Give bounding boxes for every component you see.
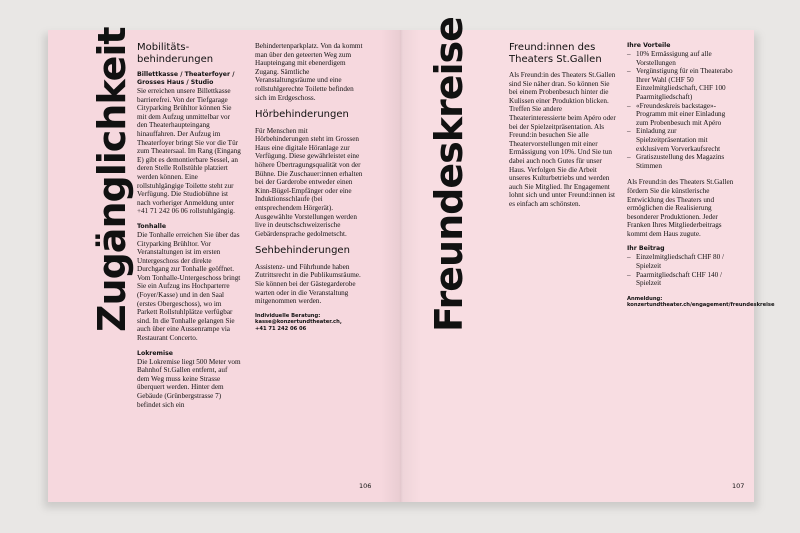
book-spread — [48, 17, 775, 502]
para-lokremise: Die Lokremise liegt 500 Meter vom Bahnhof St.Gallen entfernt, auf dem Weg muss keine Strasse überquert werden. Hinter dem Gebäude (Grünbergstrasse 7) befindet sich ein — [137, 357, 241, 409]
sub-tonhalle: Tonhalle — [137, 222, 167, 230]
sub-lokremise: Lokremise — [137, 349, 174, 357]
list-item: – Paarmitgliedschaft CHF 140 / Spielzeit — [627, 271, 735, 288]
contact-phone: +41 71 242 06 06 — [255, 325, 307, 332]
list-item: – Vergünstigung für ein Theaterabo Ihrer Wahl (CHF 50 Einzelmitgliedschaft, CHF 100 Paarmitgliedschaft) — [627, 67, 735, 101]
heading-friends: Freund:innen des Theaters St.Gallen — [509, 42, 602, 65]
heading-mobility: Mobilitäts-behinderungen — [137, 42, 214, 65]
heading-vision: Sehbehinderungen — [255, 245, 350, 257]
para-friends: Als Freund:in des Theaters St.Gallen sind Sie näher dran. So können Sie bei einem Probenbesuch hinter die Kulissen einer Produktion blicken. Treffen Sie andere Theaterinteressierte beim Apéro oder bei der Spielzeitpräsentation. Als Freund:in besuchen Sie alle Theatervorstellungen mit einer Ermässigung von 10%. Und Sie tun dabei auch noch Gutes für unser Haus. Verfolgen Sie die Arbeit unseres Kulturbetriebs und werden auch Sie Mitglied. Ihr Engagement lohnt sich und unter Freund:innen ist es einfach am schönsten. — [509, 71, 616, 208]
list-item: – «Freundeskreis backstage»-Programm mit einer Einladung zum Probenbesuch mit Apéro — [627, 102, 735, 128]
signup-url: konzertundtheater.ch/engagement/freundeskreise — [627, 302, 775, 309]
sub-contribution: Ihr Beitrag — [627, 245, 665, 253]
right-column-1 — [509, 42, 619, 216]
contact-label: Individuelle Beratung: — [255, 312, 321, 319]
signup-label: Anmeldung: — [627, 295, 663, 302]
list-item: – 10% Ermässigung auf alle Vorstellungen — [627, 50, 735, 67]
right-column-2 — [627, 42, 775, 309]
list-item: – Einzelmitgliedschaft CHF 80 / Spielzeit — [627, 253, 735, 270]
left-column-1 — [137, 42, 241, 416]
vertical-title-left: Zugänglichkeit — [90, 27, 134, 332]
para-vision: Assistenz- und Führhunde haben Zutrittsrecht in die Publikumsräume. Sie können bei der Gästegarderobe warten oder in die Veranstaltung mitgenommen werden. — [255, 262, 361, 306]
page-number-right: 107 — [732, 482, 745, 490]
page-left — [48, 27, 401, 502]
para-billettkasse: Sie erreichen unsere Billettkasse barrierefrei. Von der Tiefgarage Cityparking Brühltor können Sie mit dem Aufzug unmittelbar vor den Theaterhaupteingang hinauffahren. Der Aufzug im Theaterfoyer bringt Sie vor die Tür zum Theatersaal. Im Rang (Eingang E) gibt es demontierbare Sessel, an deren Stelle Rollstühle platziert werden können. Eine rollstuhlgängige Toilette steht zur Verfügung. Die Studiobühne ist nach vorheriger Anmeldung unter +41 71 242 06 06 rollstuhlgängig. — [137, 87, 241, 216]
para-support: Als Freund:in des Theaters St.Gallen fördern Sie die künstlerische Entwicklung des Theaters und ermöglichen die Realisierung besonderer Produktionen. Jeder Franken Ihres Mitgliederbeitrags kommt dem Haus zugute. — [627, 178, 734, 238]
contact-email: kasse@konzertundtheater.ch, — [255, 319, 342, 326]
left-column-2 — [255, 42, 363, 332]
fees-list — [627, 253, 735, 287]
vertical-title-right: Freundeskreise — [427, 17, 471, 332]
para-parking: Behindertenparkplatz. Von da kommt man über den geteerten Weg zum Haupteingang mit ebenerdigem Zugang. Sämtliche Veranstaltungsräume und eine rollstuhlgerechte Toilette befinden sich im Erdgeschoss. — [255, 42, 363, 102]
para-tonhalle: Die Tonhalle erreichen Sie über das Cityparking Brühltor. Vor Veranstaltungen ist im ersten Untergeschoss der direkte Durchgang zur Tonhalle geöffnet. Vom Tonhalle-Untergeschoss bringt Sie ein Aufzug ins Hochparterre (Foyer/Kasse) und in den Saal (erstes Obergeschoss), wo im Parkett Rollstuhlplätze verfügbar sind. In die Tonhalle gelangen Sie auch über eine Aussenrampe via Restaurant Concerto. — [137, 230, 241, 343]
page-right — [401, 17, 775, 502]
sub-billettkasse: Billettkasse / Theaterfoyer / Grosses Haus / Studio — [137, 71, 235, 86]
sub-advantages: Ihre Vorteile — [627, 42, 671, 49]
page-number-left: 106 — [359, 482, 372, 490]
heading-hearing: Hörbehinderungen — [255, 109, 349, 121]
para-hearing: Für Menschen mit Hörbehinderungen steht im Grossen Haus eine digitale Höranlage zur Verfügung. Diese gewährleistet eine höhere Übertragungsqualität von der Bühne. Die Zuschauer:innen erhalten bei der Garderobe entweder einen Kinn-Bügel-Empfänger oder eine Induktionsschlaufe (bei entsprechendem Hörgerät). Ausgewählte Vorstellungen werden live in deutschschweizerische Gebärdensprache gedolmetscht. — [255, 126, 363, 238]
list-item: – Einladung zur Spielzeitpräsentation mit exklusivem Vorverkaufsrecht — [627, 127, 735, 153]
advantages-list — [627, 50, 735, 170]
list-item: – Gratiszustellung des Magazins Stimmen — [627, 153, 735, 170]
